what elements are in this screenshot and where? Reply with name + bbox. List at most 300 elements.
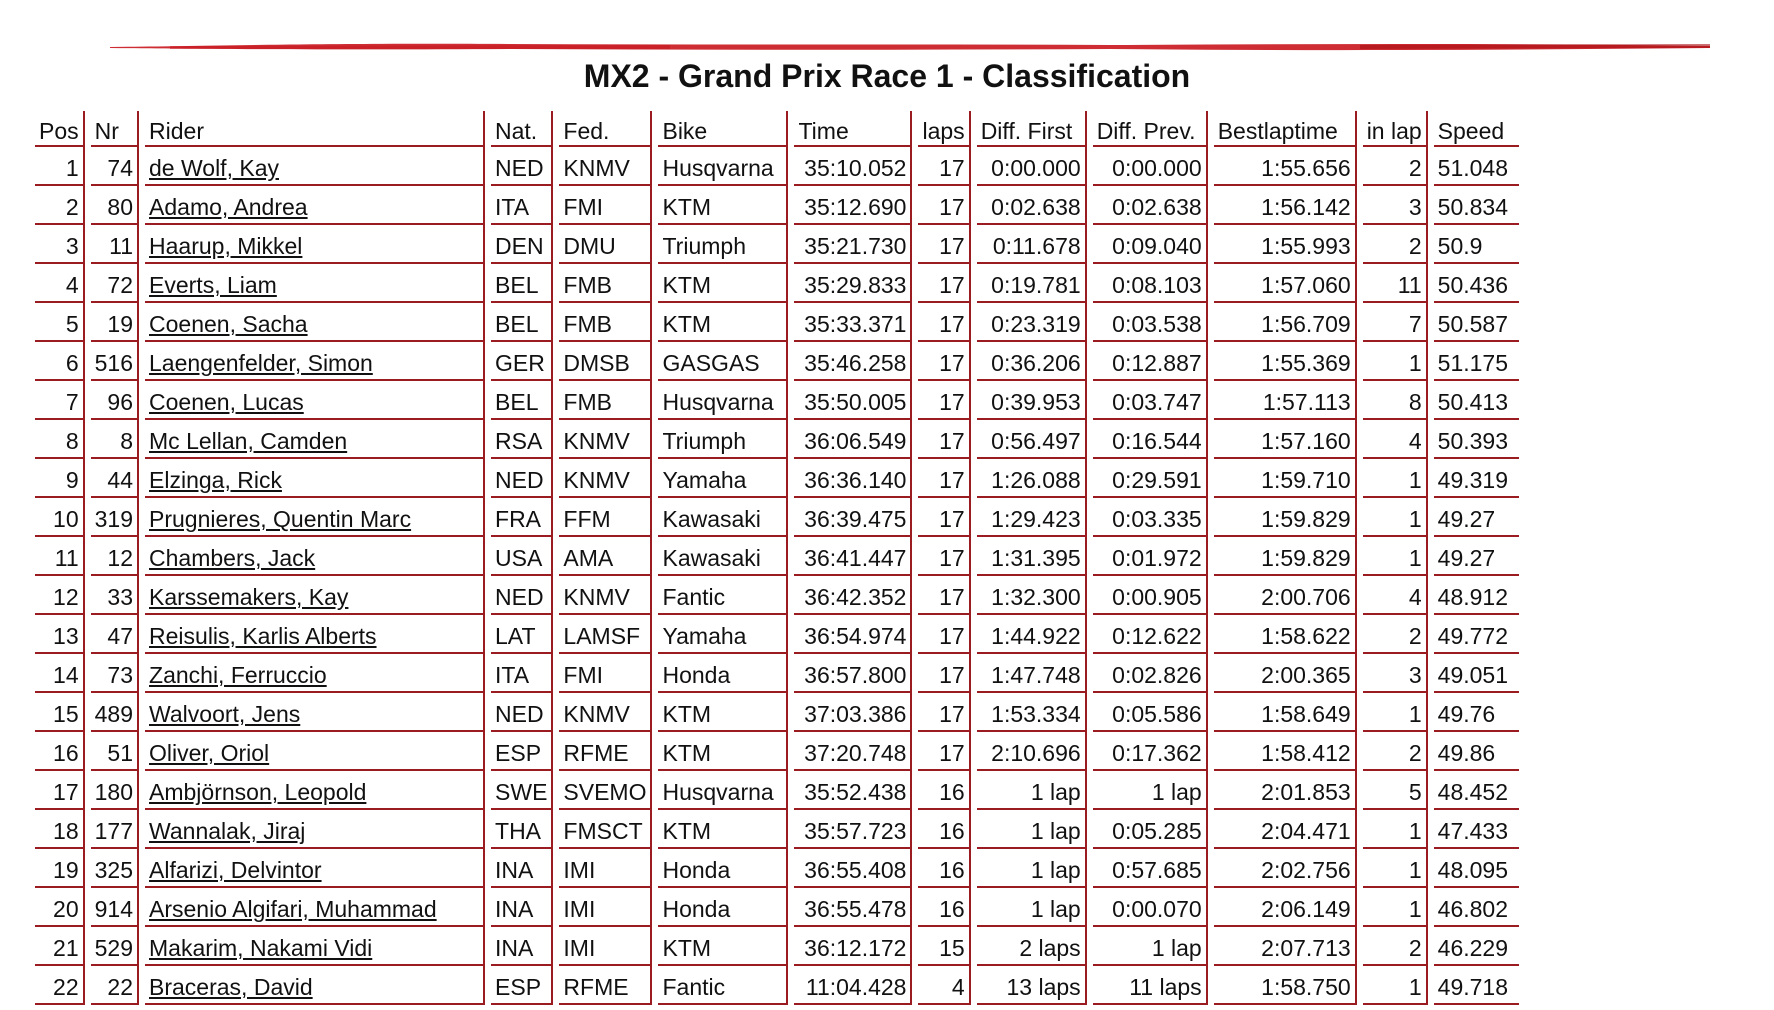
rider-link[interactable]: Wannalak, Jiraj xyxy=(149,818,306,844)
cell-pos: 4 xyxy=(35,264,85,303)
cell-bike: KTM xyxy=(658,303,788,342)
cell-speed: 50.587 xyxy=(1434,303,1519,342)
cell-in-lap: 5 xyxy=(1363,771,1428,810)
cell-time: 36:54.974 xyxy=(794,615,912,654)
cell-nr: 80 xyxy=(91,186,139,225)
cell-diff-prev: 1 lap xyxy=(1093,771,1208,810)
cell-in-lap: 4 xyxy=(1363,576,1428,615)
cell-laps: 17 xyxy=(918,381,970,420)
cell-fed: KNMV xyxy=(559,576,652,615)
cell-diff-prev: 0:29.591 xyxy=(1093,459,1208,498)
cell-fed: FMB xyxy=(559,303,652,342)
table-row xyxy=(35,225,1519,264)
cell-diff-prev: 0:16.544 xyxy=(1093,420,1208,459)
cell-time: 35:57.723 xyxy=(794,810,912,849)
rider-link[interactable]: Laengenfelder, Simon xyxy=(149,350,373,376)
cell-diff-first: 0:39.953 xyxy=(977,381,1087,420)
cell-diff-first: 1:47.748 xyxy=(977,654,1087,693)
rider-link[interactable]: Alfarizi, Delvintor xyxy=(149,857,322,883)
cell-in-lap: 3 xyxy=(1363,186,1428,225)
table-row xyxy=(35,771,1519,810)
table-row xyxy=(35,186,1519,225)
cell-pos: 22 xyxy=(35,966,85,1005)
cell-time: 36:42.352 xyxy=(794,576,912,615)
cell-speed: 49.27 xyxy=(1434,537,1519,576)
cell-fed: SVEMO xyxy=(559,771,652,810)
cell-pos: 1 xyxy=(35,147,85,186)
cell-bestlaptime: 1:59.829 xyxy=(1214,537,1357,576)
cell-in-lap: 1 xyxy=(1363,537,1428,576)
table-row xyxy=(35,342,1519,381)
rider-link[interactable]: Walvoort, Jens xyxy=(149,701,301,727)
cell-diff-prev: 0:01.972 xyxy=(1093,537,1208,576)
cell-laps: 17 xyxy=(918,693,970,732)
cell-bestlaptime: 2:00.706 xyxy=(1214,576,1357,615)
cell-nat: GER xyxy=(491,342,553,381)
cell-bestlaptime: 1:58.412 xyxy=(1214,732,1357,771)
cell-nr: 44 xyxy=(91,459,139,498)
cell-nr: 72 xyxy=(91,264,139,303)
cell-diff-first: 1 lap xyxy=(977,810,1087,849)
cell-bike: Yamaha xyxy=(658,615,788,654)
column-header-nat: Nat. xyxy=(491,111,553,147)
cell-diff-prev: 0:00.000 xyxy=(1093,147,1208,186)
cell-rider xyxy=(145,342,485,381)
cell-pos: 16 xyxy=(35,732,85,771)
cell-in-lap: 1 xyxy=(1363,888,1428,927)
cell-bike: Kawasaki xyxy=(658,537,788,576)
cell-diff-prev: 0:00.070 xyxy=(1093,888,1208,927)
cell-pos: 11 xyxy=(35,537,85,576)
rider-link[interactable]: Prugnieres, Quentin Marc xyxy=(149,506,412,532)
cell-diff-prev: 0:08.103 xyxy=(1093,264,1208,303)
cell-rider xyxy=(145,147,485,186)
cell-bestlaptime: 2:04.471 xyxy=(1214,810,1357,849)
rider-link[interactable]: Coenen, Lucas xyxy=(149,389,304,415)
cell-nr: 529 xyxy=(91,927,139,966)
cell-nat: NED xyxy=(491,459,553,498)
cell-bike: Yamaha xyxy=(658,459,788,498)
cell-speed: 48.452 xyxy=(1434,771,1519,810)
cell-nr: 47 xyxy=(91,615,139,654)
cell-nat: ESP xyxy=(491,966,553,1005)
rider-link[interactable]: Mc Lellan, Camden xyxy=(149,428,348,454)
cell-diff-prev: 0:09.040 xyxy=(1093,225,1208,264)
cell-time: 35:29.833 xyxy=(794,264,912,303)
cell-fed: KNMV xyxy=(559,420,652,459)
cell-bestlaptime: 1:58.750 xyxy=(1214,966,1357,1005)
cell-laps: 17 xyxy=(918,732,970,771)
cell-time: 36:55.478 xyxy=(794,888,912,927)
cell-in-lap: 1 xyxy=(1363,498,1428,537)
cell-bike: Honda xyxy=(658,888,788,927)
cell-time: 35:10.052 xyxy=(794,147,912,186)
cell-nr: 319 xyxy=(91,498,139,537)
cell-rider xyxy=(145,537,485,576)
cell-fed: FMI xyxy=(559,654,652,693)
cell-speed: 49.772 xyxy=(1434,615,1519,654)
cell-rider xyxy=(145,303,485,342)
cell-diff-prev: 0:17.362 xyxy=(1093,732,1208,771)
classification-table xyxy=(29,111,1525,1005)
table-row xyxy=(35,537,1519,576)
cell-pos: 10 xyxy=(35,498,85,537)
cell-nat: INA xyxy=(491,888,553,927)
cell-time: 35:50.005 xyxy=(794,381,912,420)
cell-diff-first: 0:36.206 xyxy=(977,342,1087,381)
cell-time: 35:21.730 xyxy=(794,225,912,264)
cell-bestlaptime: 1:58.649 xyxy=(1214,693,1357,732)
cell-bestlaptime: 1:59.829 xyxy=(1214,498,1357,537)
rider-link[interactable]: Ambjörnson, Leopold xyxy=(149,779,367,805)
cell-laps: 16 xyxy=(918,888,970,927)
cell-bestlaptime: 2:07.713 xyxy=(1214,927,1357,966)
cell-fed: KNMV xyxy=(559,693,652,732)
cell-fed: IMI xyxy=(559,888,652,927)
cell-bestlaptime: 1:57.060 xyxy=(1214,264,1357,303)
cell-laps: 17 xyxy=(918,303,970,342)
cell-pos: 9 xyxy=(35,459,85,498)
cell-laps: 17 xyxy=(918,615,970,654)
cell-bestlaptime: 1:59.710 xyxy=(1214,459,1357,498)
cell-time: 36:41.447 xyxy=(794,537,912,576)
rider-link[interactable]: Everts, Liam xyxy=(149,272,277,298)
cell-nat: BEL xyxy=(491,381,553,420)
rider-link[interactable]: de Wolf, Kay xyxy=(149,155,279,181)
cell-laps: 16 xyxy=(918,810,970,849)
cell-bestlaptime: 1:55.993 xyxy=(1214,225,1357,264)
cell-pos: 12 xyxy=(35,576,85,615)
cell-fed: IMI xyxy=(559,927,652,966)
cell-laps: 17 xyxy=(918,420,970,459)
cell-bike: Kawasaki xyxy=(658,498,788,537)
cell-nat: INA xyxy=(491,927,553,966)
cell-diff-first: 1:31.395 xyxy=(977,537,1087,576)
cell-rider xyxy=(145,576,485,615)
cell-laps: 17 xyxy=(918,459,970,498)
cell-diff-first: 0:11.678 xyxy=(977,225,1087,264)
cell-bestlaptime: 1:56.709 xyxy=(1214,303,1357,342)
cell-pos: 5 xyxy=(35,303,85,342)
cell-rider xyxy=(145,654,485,693)
cell-bike: Honda xyxy=(658,654,788,693)
rider-link[interactable]: Braceras, David xyxy=(149,974,313,1000)
cell-laps: 16 xyxy=(918,771,970,810)
cell-time: 36:57.800 xyxy=(794,654,912,693)
column-header-laps: laps xyxy=(918,111,970,147)
cell-laps: 16 xyxy=(918,849,970,888)
table-body xyxy=(35,147,1519,1005)
table-row xyxy=(35,264,1519,303)
table-row xyxy=(35,147,1519,186)
cell-rider xyxy=(145,264,485,303)
table-row xyxy=(35,732,1519,771)
cell-diff-prev: 11 laps xyxy=(1093,966,1208,1005)
cell-nat: ITA xyxy=(491,186,553,225)
cell-rider xyxy=(145,615,485,654)
cell-in-lap: 1 xyxy=(1363,693,1428,732)
cell-rider xyxy=(145,771,485,810)
cell-nat: RSA xyxy=(491,420,553,459)
table-row xyxy=(35,693,1519,732)
cell-speed: 46.802 xyxy=(1434,888,1519,927)
column-header-pos: Pos xyxy=(35,111,85,147)
cell-diff-first: 0:19.781 xyxy=(977,264,1087,303)
rider-link[interactable]: Makarim, Nakami Vidi xyxy=(149,935,373,961)
cell-bike: KTM xyxy=(658,927,788,966)
cell-speed: 49.86 xyxy=(1434,732,1519,771)
column-header-in-lap: in lap xyxy=(1363,111,1428,147)
cell-diff-first: 1 lap xyxy=(977,888,1087,927)
cell-bike: KTM xyxy=(658,186,788,225)
cell-nr: 177 xyxy=(91,810,139,849)
cell-rider xyxy=(145,420,485,459)
cell-laps: 17 xyxy=(918,264,970,303)
cell-laps: 17 xyxy=(918,576,970,615)
cell-bestlaptime: 1:57.160 xyxy=(1214,420,1357,459)
cell-in-lap: 11 xyxy=(1363,264,1428,303)
column-header-nr: Nr xyxy=(91,111,139,147)
cell-bestlaptime: 2:06.149 xyxy=(1214,888,1357,927)
cell-speed: 47.433 xyxy=(1434,810,1519,849)
cell-speed: 49.051 xyxy=(1434,654,1519,693)
cell-diff-first: 0:02.638 xyxy=(977,186,1087,225)
cell-rider xyxy=(145,225,485,264)
cell-bike: Husqvarna xyxy=(658,771,788,810)
cell-bestlaptime: 2:00.365 xyxy=(1214,654,1357,693)
table-row xyxy=(35,303,1519,342)
cell-diff-prev: 0:00.905 xyxy=(1093,576,1208,615)
table-row xyxy=(35,381,1519,420)
rider-link[interactable]: Adamo, Andrea xyxy=(149,194,308,220)
cell-speed: 50.393 xyxy=(1434,420,1519,459)
cell-time: 35:52.438 xyxy=(794,771,912,810)
cell-nat: LAT xyxy=(491,615,553,654)
cell-time: 35:33.371 xyxy=(794,303,912,342)
column-header-rider: Rider xyxy=(145,111,485,147)
cell-nat: BEL xyxy=(491,303,553,342)
rider-link[interactable]: Coenen, Sacha xyxy=(149,311,308,337)
cell-rider xyxy=(145,849,485,888)
cell-laps: 17 xyxy=(918,186,970,225)
table-row xyxy=(35,654,1519,693)
cell-in-lap: 1 xyxy=(1363,810,1428,849)
cell-nat: INA xyxy=(491,849,553,888)
cell-pos: 7 xyxy=(35,381,85,420)
column-header-speed: Speed xyxy=(1434,111,1519,147)
cell-rider xyxy=(145,888,485,927)
cell-bike: Honda xyxy=(658,849,788,888)
cell-diff-prev: 0:02.826 xyxy=(1093,654,1208,693)
cell-bike: KTM xyxy=(658,264,788,303)
cell-pos: 18 xyxy=(35,810,85,849)
cell-time: 35:46.258 xyxy=(794,342,912,381)
rider-link[interactable]: Reisulis, Karlis Alberts xyxy=(149,623,377,649)
cell-fed: FMB xyxy=(559,264,652,303)
cell-in-lap: 1 xyxy=(1363,849,1428,888)
cell-bike: Fantic xyxy=(658,576,788,615)
cell-bestlaptime: 2:01.853 xyxy=(1214,771,1357,810)
cell-rider xyxy=(145,381,485,420)
cell-fed: DMSB xyxy=(559,342,652,381)
cell-pos: 6 xyxy=(35,342,85,381)
cell-nat: FRA xyxy=(491,498,553,537)
cell-diff-prev: 0:12.622 xyxy=(1093,615,1208,654)
cell-diff-prev: 0:05.586 xyxy=(1093,693,1208,732)
table-row xyxy=(35,615,1519,654)
table-row xyxy=(35,927,1519,966)
cell-nr: 11 xyxy=(91,225,139,264)
cell-nat: USA xyxy=(491,537,553,576)
cell-diff-first: 1:44.922 xyxy=(977,615,1087,654)
cell-nat: THA xyxy=(491,810,553,849)
cell-nr: 516 xyxy=(91,342,139,381)
cell-pos: 2 xyxy=(35,186,85,225)
cell-fed: KNMV xyxy=(559,459,652,498)
cell-speed: 50.413 xyxy=(1434,381,1519,420)
cell-diff-first: 0:00.000 xyxy=(977,147,1087,186)
cell-in-lap: 4 xyxy=(1363,420,1428,459)
cell-speed: 48.095 xyxy=(1434,849,1519,888)
cell-in-lap: 2 xyxy=(1363,927,1428,966)
cell-rider xyxy=(145,693,485,732)
rider-link[interactable]: Haarup, Mikkel xyxy=(149,233,303,259)
cell-speed: 49.76 xyxy=(1434,693,1519,732)
cell-in-lap: 1 xyxy=(1363,342,1428,381)
cell-fed: FMB xyxy=(559,381,652,420)
cell-bike: Triumph xyxy=(658,225,788,264)
cell-nat: NED xyxy=(491,147,553,186)
rider-link[interactable]: Oliver, Oriol xyxy=(149,740,270,766)
cell-bike: KTM xyxy=(658,810,788,849)
cell-nr: 74 xyxy=(91,147,139,186)
cell-diff-first: 2 laps xyxy=(977,927,1087,966)
table-row xyxy=(35,498,1519,537)
table-row xyxy=(35,459,1519,498)
cell-diff-first: 1:26.088 xyxy=(977,459,1087,498)
cell-laps: 17 xyxy=(918,225,970,264)
table-row xyxy=(35,966,1519,1005)
cell-diff-first: 0:56.497 xyxy=(977,420,1087,459)
cell-diff-prev: 0:03.335 xyxy=(1093,498,1208,537)
cell-in-lap: 2 xyxy=(1363,147,1428,186)
cell-nr: 914 xyxy=(91,888,139,927)
column-header-bestlaptime: Bestlaptime xyxy=(1214,111,1357,147)
cell-nat: NED xyxy=(491,576,553,615)
cell-rider xyxy=(145,732,485,771)
cell-time: 36:55.408 xyxy=(794,849,912,888)
cell-diff-first: 1 lap xyxy=(977,771,1087,810)
cell-nr: 12 xyxy=(91,537,139,576)
table-row xyxy=(35,810,1519,849)
cell-in-lap: 1 xyxy=(1363,966,1428,1005)
cell-nr: 180 xyxy=(91,771,139,810)
cell-speed: 49.319 xyxy=(1434,459,1519,498)
cell-speed: 50.436 xyxy=(1434,264,1519,303)
table-row xyxy=(35,849,1519,888)
cell-time: 36:39.475 xyxy=(794,498,912,537)
rider-link[interactable]: Zanchi, Ferruccio xyxy=(149,662,327,688)
cell-diff-prev: 0:02.638 xyxy=(1093,186,1208,225)
cell-in-lap: 7 xyxy=(1363,303,1428,342)
cell-speed: 50.9 xyxy=(1434,225,1519,264)
rider-link[interactable]: Karssemakers, Kay xyxy=(149,584,349,610)
cell-laps: 17 xyxy=(918,537,970,576)
cell-diff-prev: 1 lap xyxy=(1093,927,1208,966)
cell-pos: 3 xyxy=(35,225,85,264)
cell-pos: 20 xyxy=(35,888,85,927)
cell-speed: 49.27 xyxy=(1434,498,1519,537)
column-header-diff-first: Diff. First xyxy=(977,111,1087,147)
cell-nr: 51 xyxy=(91,732,139,771)
cell-diff-prev: 0:12.887 xyxy=(1093,342,1208,381)
rider-link[interactable]: Arsenio Algifari, Muhammad xyxy=(149,896,437,922)
cell-nr: 489 xyxy=(91,693,139,732)
cell-nat: NED xyxy=(491,693,553,732)
cell-bestlaptime: 1:56.142 xyxy=(1214,186,1357,225)
cell-bestlaptime: 1:57.113 xyxy=(1214,381,1357,420)
cell-diff-prev: 0:57.685 xyxy=(1093,849,1208,888)
cell-fed: IMI xyxy=(559,849,652,888)
cell-bike: Triumph xyxy=(658,420,788,459)
cell-fed: KNMV xyxy=(559,147,652,186)
cell-nr: 8 xyxy=(91,420,139,459)
cell-speed: 46.229 xyxy=(1434,927,1519,966)
cell-bike: KTM xyxy=(658,693,788,732)
cell-time: 35:12.690 xyxy=(794,186,912,225)
cell-speed: 49.718 xyxy=(1434,966,1519,1005)
cell-diff-first: 1:29.423 xyxy=(977,498,1087,537)
cell-fed: FMI xyxy=(559,186,652,225)
cell-speed: 48.912 xyxy=(1434,576,1519,615)
cell-nat: ITA xyxy=(491,654,553,693)
cell-laps: 4 xyxy=(918,966,970,1005)
cell-in-lap: 3 xyxy=(1363,654,1428,693)
cell-pos: 21 xyxy=(35,927,85,966)
cell-bestlaptime: 1:55.656 xyxy=(1214,147,1357,186)
cell-diff-first: 13 laps xyxy=(977,966,1087,1005)
rider-link[interactable]: Chambers, Jack xyxy=(149,545,316,571)
table-header-row xyxy=(35,111,1519,147)
cell-rider xyxy=(145,498,485,537)
cell-diff-first: 1 lap xyxy=(977,849,1087,888)
cell-nr: 19 xyxy=(91,303,139,342)
page-title: MX2 - Grand Prix Race 1 - Classification xyxy=(583,58,1191,94)
cell-time: 36:36.140 xyxy=(794,459,912,498)
cell-time: 36:06.549 xyxy=(794,420,912,459)
cell-laps: 17 xyxy=(918,654,970,693)
cell-in-lap: 2 xyxy=(1363,225,1428,264)
column-header-bike: Bike xyxy=(658,111,788,147)
cell-in-lap: 2 xyxy=(1363,732,1428,771)
cell-time: 37:03.386 xyxy=(794,693,912,732)
cell-bestlaptime: 1:55.369 xyxy=(1214,342,1357,381)
cell-time: 36:12.172 xyxy=(794,927,912,966)
cell-diff-first: 0:23.319 xyxy=(977,303,1087,342)
cell-pos: 17 xyxy=(35,771,85,810)
column-header-time: Time xyxy=(794,111,912,147)
cell-diff-first: 1:53.334 xyxy=(977,693,1087,732)
cell-bestlaptime: 2:02.756 xyxy=(1214,849,1357,888)
cell-in-lap: 2 xyxy=(1363,615,1428,654)
cell-pos: 14 xyxy=(35,654,85,693)
cell-bike: Husqvarna xyxy=(658,381,788,420)
cell-diff-first: 1:32.300 xyxy=(977,576,1087,615)
cell-speed: 50.834 xyxy=(1434,186,1519,225)
rider-link[interactable]: Elzinga, Rick xyxy=(149,467,282,493)
cell-laps: 17 xyxy=(918,147,970,186)
cell-fed: DMU xyxy=(559,225,652,264)
